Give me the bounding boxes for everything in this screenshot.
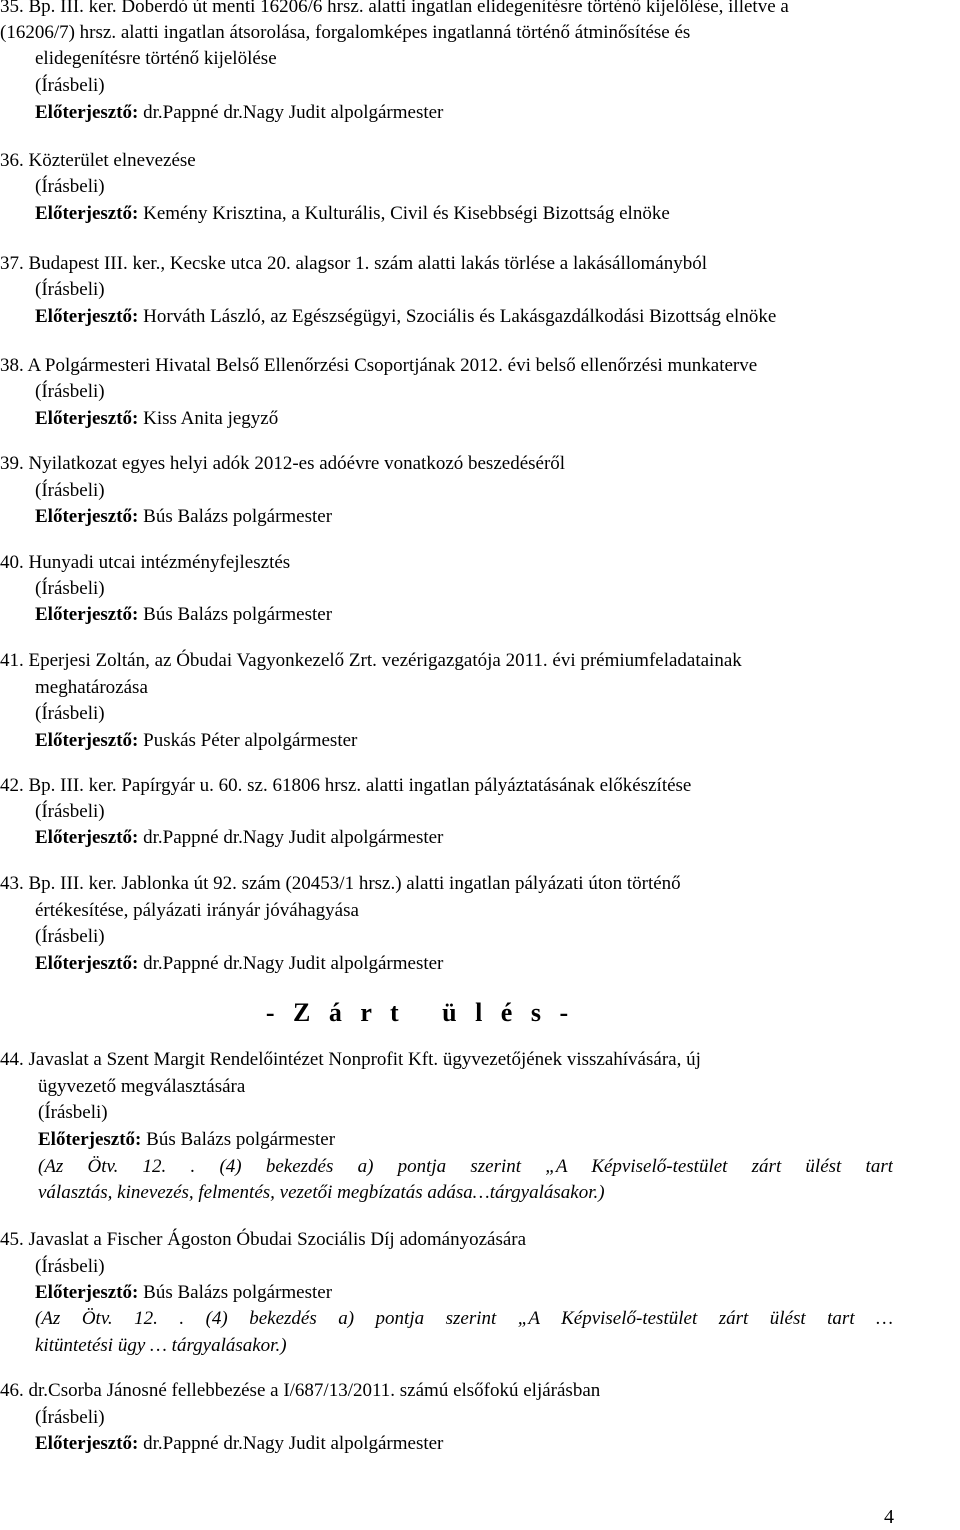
agenda-item-title-line: 38. A Polgármesteri Hivatal Belső Ellenőrzési Csoportjának 2012. évi belső ellenőrzési munkaterve (0, 355, 758, 376)
presenter-label: Előterjesztő: (35, 827, 139, 848)
agenda-item-presenter-row (35, 506, 332, 528)
presenter-label: Előterjesztő: (35, 604, 139, 625)
presenter-name: Kemény Krisztina, a Kulturális, Civil és Kisebbségi Bizottság elnöke (143, 203, 670, 224)
agenda-item-title-line: 35. Bp. III. ker. Doberdó út menti 16206/6 hrsz. alatti ingatlan elidegenítésre történő kijelölése, illetve a (0, 0, 789, 17)
agenda-item-title-line: 39. Nyilatkozat egyes helyi adók 2012-es adóévre vonatkozó beszedéséről (0, 453, 566, 474)
agenda-item-title-line: értékesítése, pályázati irányár jóváhagyása (35, 900, 359, 921)
agenda-item-type: (Írásbeli) (35, 381, 105, 402)
presenter-name: Bús Balázs polgármester (143, 1282, 333, 1303)
presenter-label: Előterjesztő: (35, 1433, 139, 1454)
agenda-item-presenter-row (38, 1129, 335, 1151)
agenda-item-title-line: 45. Javaslat a Fischer Ágoston Óbudai Szociális Díj adományozására (0, 1229, 527, 1250)
agenda-item-type: (Írásbeli) (35, 578, 105, 599)
agenda-item-title-line: 37. Budapest III. ker., Kecske utca 20. alagsor 1. szám alatti lakás törlése a lakásállományból (0, 253, 707, 274)
agenda-item-type: (Írásbeli) (35, 1256, 105, 1277)
presenter-label: Előterjesztő: (35, 730, 139, 751)
presenter-name: dr.Pappné dr.Nagy Judit alpolgármester (143, 827, 444, 848)
agenda-item-type: (Írásbeli) (35, 480, 105, 501)
agenda-item-title-line: 40. Hunyadi utcai intézményfejlesztés (0, 552, 291, 573)
presenter-label: Előterjesztő: (38, 1129, 142, 1150)
agenda-item-title-line: meghatározása (35, 677, 148, 698)
agenda-item-presenter-row (35, 102, 443, 124)
agenda-item-presenter-row (35, 1433, 443, 1455)
presenter-label: Előterjesztő: (35, 408, 139, 429)
presenter-label: Előterjesztő: (35, 953, 139, 974)
presenter-label: Előterjesztő: (35, 506, 139, 527)
agenda-item-type: (Írásbeli) (35, 801, 105, 822)
agenda-item-presenter-row (35, 306, 776, 328)
agenda-item-presenter-row (35, 408, 278, 430)
agenda-item-presenter-row (35, 730, 357, 752)
agenda-item-type: (Írásbeli) (35, 75, 105, 96)
presenter-name: Bús Balázs polgármester (143, 506, 333, 527)
agenda-item-title-line: ügyvezető megválasztására (38, 1076, 246, 1097)
agenda-item-title-line: 43. Bp. III. ker. Jablonka út 92. szám (20453/1 hrsz.) alatti ingatlan pályázati úton történő (0, 873, 681, 894)
agenda-item-presenter-row (35, 203, 670, 225)
agenda-item-presenter-row (35, 953, 443, 975)
agenda-item-presenter-row (35, 1282, 332, 1304)
agenda-item-title-line: 42. Bp. III. ker. Papírgyár u. 60. sz. 61806 hrsz. alatti ingatlan pályáztatásának előkészítése (0, 775, 692, 796)
agenda-item-type: (Írásbeli) (35, 1407, 105, 1428)
presenter-name: Kiss Anita jegyző (143, 408, 279, 429)
presenter-name: Horváth László, az Egészségügyi, Szociális és Lakásgazdálkodási Bizottság elnöke (143, 306, 777, 327)
page-number: 4 (884, 1506, 894, 1528)
presenter-name: Bús Balázs polgármester (143, 604, 333, 625)
agenda-item-title-line: 46. dr.Csorba Jánosné fellebbezése a I/687/13/2011. számú elsőfokú eljárásban (0, 1380, 601, 1401)
agenda-item-presenter-row (35, 827, 443, 849)
legal-note-line: (Az Ötv. 12. . (4) bekezdés a) pontja szerint „A Képviselő-testület zárt ülést tart … (35, 1308, 893, 1329)
agenda-item-type: (Írásbeli) (35, 176, 105, 197)
presenter-name: dr.Pappné dr.Nagy Judit alpolgármester (143, 1433, 444, 1454)
agenda-item-title-line: 41. Eperjesi Zoltán, az Óbudai Vagyonkezelő Zrt. vezérigazgatója 2011. évi prémiumfeladatainak (0, 650, 742, 671)
agenda-item-title-line: (16206/7) hrsz. alatti ingatlan átsorolása, forgalomképes ingatlanná történő átminősítése és (0, 22, 691, 43)
presenter-label: Előterjesztő: (35, 203, 139, 224)
agenda-item-presenter-row (35, 604, 332, 626)
agenda-item-title-line: elidegenítésre történő kijelölése (35, 48, 277, 69)
presenter-label: Előterjesztő: (35, 1282, 139, 1303)
agenda-item-title-line: 44. Javaslat a Szent Margit Rendelőintézet Nonprofit Kft. ügyvezetőjének visszahívására, új (0, 1049, 701, 1070)
presenter-name: Puskás Péter alpolgármester (143, 730, 358, 751)
legal-note-line: kitüntetési ügy … tárgyalásakor.) (35, 1335, 287, 1356)
agenda-item-type: (Írásbeli) (35, 703, 105, 724)
closed-session-heading: - Z á r t ü l é s - (265, 998, 575, 1027)
presenter-name: dr.Pappné dr.Nagy Judit alpolgármester (143, 102, 444, 123)
legal-note-line: (Az Ötv. 12. . (4) bekezdés a) pontja szerint „A Képviselő-testület zárt ülést tart (38, 1156, 893, 1177)
presenter-label: Előterjesztő: (35, 102, 139, 123)
presenter-name: Bús Balázs polgármester (146, 1129, 336, 1150)
presenter-name: dr.Pappné dr.Nagy Judit alpolgármester (143, 953, 444, 974)
legal-note-line: választás, kinevezés, felmentés, vezetői megbízatás adása…tárgyalásakor.) (38, 1182, 605, 1203)
agenda-item-type: (Írásbeli) (35, 926, 105, 947)
agenda-item-title-line: 36. Közterület elnevezése (0, 150, 196, 171)
agenda-item-type: (Írásbeli) (38, 1102, 108, 1123)
agenda-item-type: (Írásbeli) (35, 279, 105, 300)
presenter-label: Előterjesztő: (35, 306, 139, 327)
